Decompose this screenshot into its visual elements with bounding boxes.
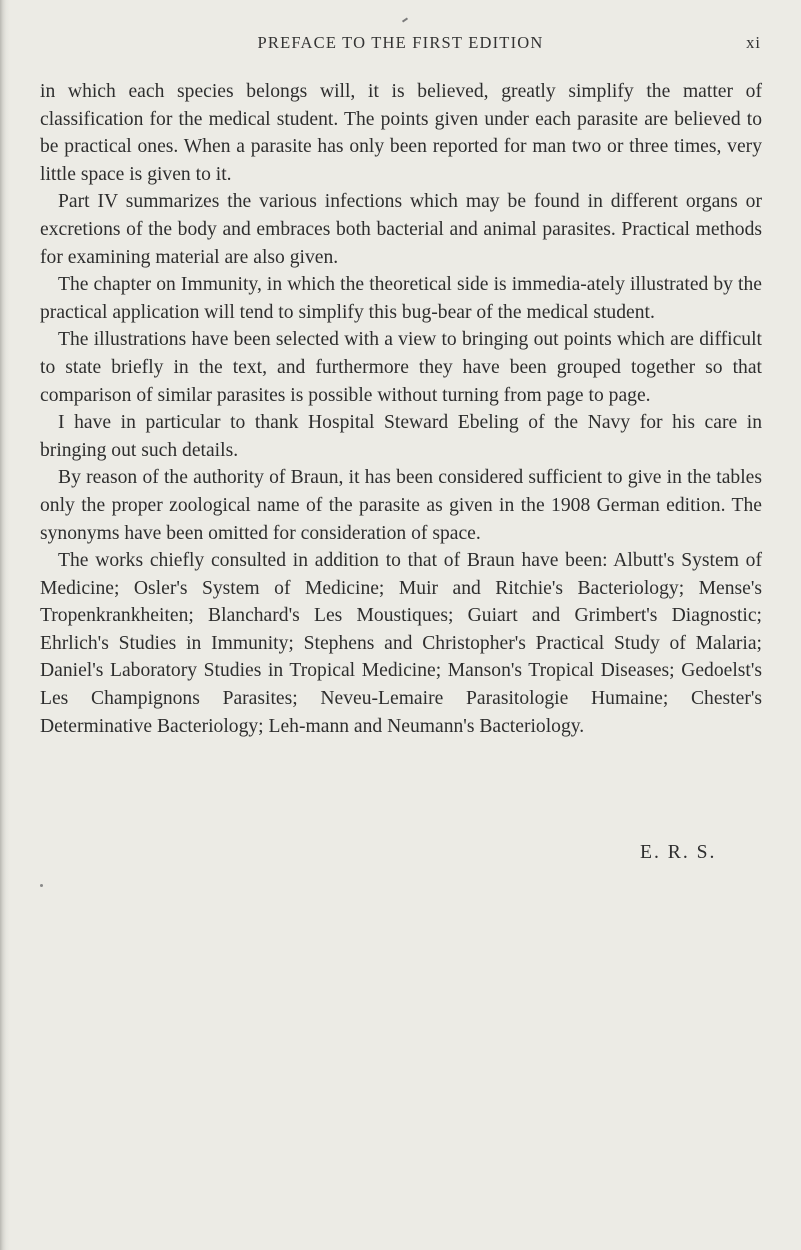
page-number: xi: [746, 33, 761, 52]
page-binding-edge: [0, 0, 10, 1250]
preface-body: [40, 78, 762, 740]
paragraph-6: By reason of the authority of Braun, it has been considered sufficient to give in the tables only the proper zoological name of the parasite as given in the 1908 German edition. The synonyms have been omitted for consideration of space.: [40, 467, 762, 544]
printer-mark: [402, 17, 408, 22]
paragraph-7: The works chiefly consulted in addition to that of Braun have been: Albutt's System of Medicine; Osler's System of Medicine; Muir and Ritchie's Bacteriology; Mense's Tropenkrankheiten; Blanchard's Les Moustiques; Guiart and Grimbert's Diagnostic; Ehrlich's Studies in Immunity; Stephens and Christopher's Practical Study of Malaria; Daniel's Laboratory Studies in Tropical Medicine; Manson's Tropical Diseases; Gedoelst's Les Champignons Parasites; Neveu-Lemaire Parasitologie Humaine; Chester's Determinative Bacteriology; Leh-mann and Neumann's Bacteriology.: [40, 550, 762, 737]
running-head: [40, 33, 761, 57]
running-head-title: PREFACE TO THE FIRST EDITION: [257, 33, 544, 52]
paragraph-1: in which each species belongs will, it is believed, greatly simplify the matter of classification for the medical student. The points given under each parasite are believed to be practical ones. When a parasite has only been reported for man two or three times, very little space is given to it.: [40, 81, 762, 185]
paragraph-5: I have in particular to thank Hospital Steward Ebeling of the Navy for his care in bringing out such details.: [40, 412, 762, 461]
paragraph-4: The illustrations have been selected with a view to bringing out points which are difficult to state briefly in the text, and furthermore they have been grouped together so that comparison of similar parasites is possible without turning from page to page.: [40, 329, 762, 406]
paragraph-3: The chapter on Immunity, in which the theoretical side is immedia-ately illustrated by the practical application will tend to simplify this bug-bear of the medical student.: [40, 274, 762, 323]
author-initials: E. R. S.: [640, 842, 717, 863]
paragraph-2: Part IV summarizes the various infections which may be found in different organs or excretions of the body and embraces both bacterial and animal parasites. Practical methods for examining material are also given.: [40, 191, 762, 268]
stray-ink-dot: [40, 884, 43, 887]
